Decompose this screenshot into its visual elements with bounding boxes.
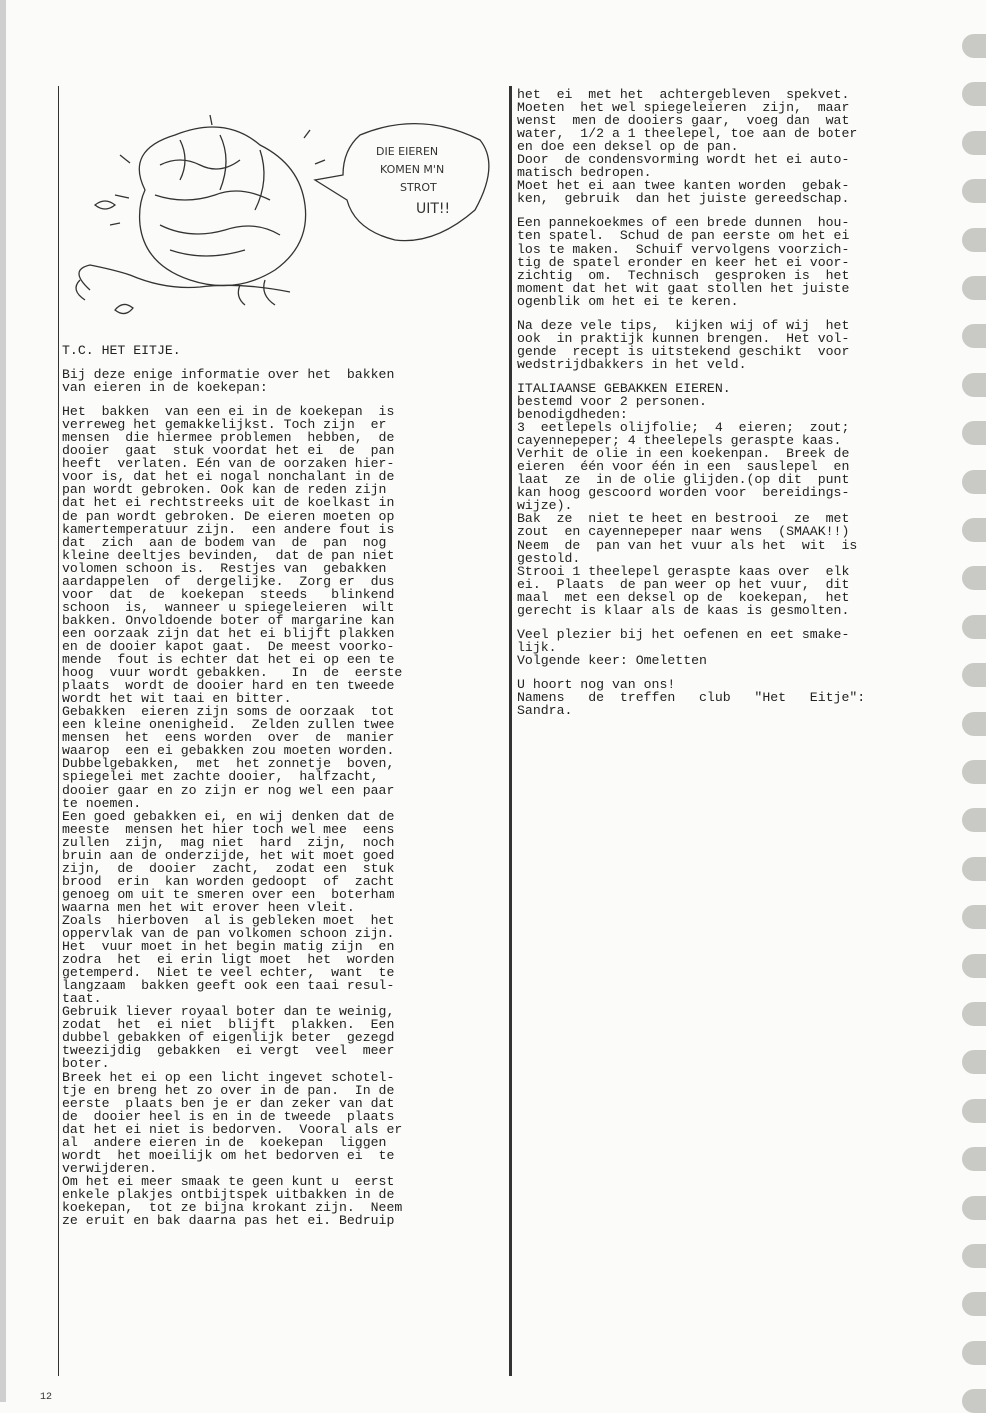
left-column-line: een kleine onenigheid. Zelden zullen twee bbox=[62, 717, 395, 733]
right-column-line: wedstrijdbakkers in het veld. bbox=[517, 356, 747, 372]
left-column-line: volomen schoon is. Restjes van gebakken bbox=[62, 560, 387, 576]
right-column-line: ten spatel. Schud de pan eerste om het ei bbox=[517, 228, 850, 244]
binder-hole bbox=[962, 1002, 986, 1026]
binder-holes bbox=[960, 0, 986, 1402]
left-column-line: Om het ei meer smaak te geen kunt u eerst bbox=[62, 1173, 395, 1189]
speech-line-4: UIT!! bbox=[416, 201, 451, 217]
left-column-line: wordt het moeilijk om het bedorven ei te bbox=[62, 1147, 395, 1163]
binder-hole bbox=[962, 421, 986, 445]
column-divider bbox=[510, 86, 512, 1376]
left-column-line: enkele plakjes ontbijtspek uitbakken in de bbox=[62, 1186, 395, 1202]
right-column-line: Moeten het wel spiegeleieren zijn, maar bbox=[517, 100, 850, 116]
left-column-line: dooier gaar en zo zijn er nog wel een paar bbox=[62, 782, 395, 798]
speech-line-2: KOMEN M'N bbox=[380, 163, 445, 176]
left-column-line: eerste plaats ben je er dan zeker van dat bbox=[62, 1095, 395, 1111]
left-column-line: T.C. HET EITJE. bbox=[62, 343, 181, 358]
left-column-line: schoon is, wanneer u spiegeleieren wilt bbox=[62, 599, 395, 615]
left-column-line: te noemen. bbox=[62, 795, 142, 811]
left-column-text bbox=[62, 344, 502, 1227]
left-column-line: zodat het ei niet blijft plakken. Een bbox=[62, 1017, 395, 1033]
left-column-line: heeft verlaten. Eén van de oorzaken hier- bbox=[62, 456, 395, 472]
binder-hole bbox=[962, 131, 986, 155]
left-column-line: boter. bbox=[62, 1056, 110, 1072]
left-column-line: van eieren in de koekepan: bbox=[62, 380, 268, 396]
left-column-line: dat het ei rechtstreeks uit de koelkast in bbox=[62, 495, 395, 511]
left-column-line: Zoals hierboven al is gebleken moet het bbox=[62, 912, 395, 928]
left-column-line: zodra het ei erin ligt moet het worden bbox=[62, 952, 395, 968]
left-column-line: bakken. Onvoldoende boter of margarine kan bbox=[62, 612, 395, 628]
left-column-line: zijn, de dooier zacht, zodat een stuk bbox=[62, 860, 395, 876]
left-column-line: waarna men het wit erover heen vleit. bbox=[62, 899, 355, 915]
right-column-line: Bak ze niet te heet en bestrooi ze met bbox=[517, 511, 850, 527]
right-column-line: tig de spatel eronder en keer het ei voor- bbox=[517, 254, 850, 270]
left-column-line: genoeg om uit te smeren over een boterham bbox=[62, 886, 395, 902]
right-column-line: gestold. bbox=[517, 550, 581, 566]
left-column-line: verwijderen. bbox=[62, 1160, 157, 1176]
binder-hole bbox=[962, 1196, 986, 1220]
left-column-line: een oorzaak zijn dat het ei blijft plakken bbox=[62, 625, 395, 641]
binder-hole bbox=[962, 1244, 986, 1268]
binder-hole bbox=[962, 518, 986, 542]
right-column-line: water, 1/2 a 1 theelepel, toe aan de boter bbox=[517, 126, 858, 142]
left-column-line: oppervlak van de pan volkomen schoon zijn. bbox=[62, 926, 395, 942]
left-column-line: en de dooier kapot gaat. De meest voorko- bbox=[62, 638, 395, 654]
left-column-line: dat het ei niet is bedorven. Vooral als er bbox=[62, 1121, 403, 1137]
binder-hole bbox=[962, 470, 986, 494]
right-column-line: wijze). bbox=[517, 498, 573, 514]
binder-hole bbox=[962, 905, 986, 929]
right-column-line: Namens de treffen club "Het Eitje": bbox=[517, 689, 866, 705]
left-column-line: plaats wordt de dooier hard en ten tweede bbox=[62, 678, 395, 694]
left-column-line: pan wordt gebroken. Ook kan de reden zijn bbox=[62, 482, 387, 498]
binder-hole bbox=[962, 566, 986, 590]
left-column-line: mensen het eens worden over de manier bbox=[62, 730, 395, 746]
left-column-line: dooier gaat stuk voordat het ei de pan bbox=[62, 443, 395, 459]
left-column-line: aardappelen of dergelijke. Zorg er dus bbox=[62, 573, 395, 589]
right-column-line: ook in praktijk kunnen brengen. Het vol- bbox=[517, 330, 850, 346]
right-column-line: Een pannekoekmes of een brede dunnen hou- bbox=[517, 215, 850, 231]
right-column-line: benodigdheden: bbox=[517, 407, 628, 423]
left-column-line: Het bakken van een ei in de koekepan is bbox=[62, 404, 395, 420]
right-column-line: ogenblik om het ei te keren. bbox=[517, 293, 739, 309]
illustration bbox=[60, 95, 500, 325]
left-column-line: Dubbelgebakken, met het zonnetje boven, bbox=[62, 756, 395, 772]
left-column-line: mensen die hiermee problemen hebben, de bbox=[62, 430, 395, 446]
binder-hole bbox=[962, 1292, 986, 1316]
binder-hole bbox=[962, 808, 986, 832]
binder-hole bbox=[962, 34, 986, 58]
left-column-line: verreweg het gemakkelijkst. Toch zijn er bbox=[62, 417, 387, 433]
binder-hole bbox=[962, 276, 986, 300]
binder-hole bbox=[962, 228, 986, 252]
right-column-line: U hoort nog van ons! bbox=[517, 676, 676, 692]
left-column-line: de pan wordt gebroken. De eieren moeten op bbox=[62, 508, 395, 524]
binder-hole bbox=[962, 1050, 986, 1074]
left-column-line: Een goed gebakken ei, en wij denken dat de bbox=[62, 808, 395, 824]
left-column-line: langzaam bakken geeft ook een taai resul- bbox=[62, 978, 395, 994]
right-column-line: lijk. bbox=[517, 639, 557, 655]
left-column-line: Bij deze enige informatie over het bakken bbox=[62, 367, 395, 383]
right-column-line: Veel plezier bij het oefenen en eet smake- bbox=[517, 626, 850, 642]
page-number: 12 bbox=[40, 1392, 53, 1403]
left-column-line: wordt het wit taai en bitter. bbox=[62, 691, 292, 707]
right-column-line: Sandra. bbox=[517, 703, 573, 719]
left-column-line: mende fout is echter dat het ei op een te bbox=[62, 652, 395, 668]
binder-hole bbox=[962, 82, 986, 106]
left-column-line: de dooier heel is en in de tweede plaats bbox=[62, 1108, 395, 1124]
left-column-line: al andere eieren in de koekepan liggen bbox=[62, 1134, 387, 1150]
left-column-line: hoog vuur wordt gebakken. In de eerste bbox=[62, 665, 403, 681]
right-column-line: maal met een deksel op de koekepan, het bbox=[517, 589, 850, 605]
right-column-line: Na deze vele tips, kijken wij of wij het bbox=[517, 317, 850, 333]
left-column-line: getemperd. Niet te veel echter, want te bbox=[62, 965, 395, 981]
left-column-line: ze eruit en bak daarna pas het ei. Bedruip bbox=[62, 1213, 395, 1229]
left-column-line: waarop een ei gebakken zou moeten worden. bbox=[62, 743, 395, 759]
right-column-line: Verhit de olie in een koekenpan. Breek de bbox=[517, 446, 850, 462]
right-column-line: Neem de pan van het vuur als het wit is bbox=[517, 537, 858, 553]
binder-hole bbox=[962, 1341, 986, 1365]
left-column-line: bruin aan de onderzijde, het wit moet goed bbox=[62, 847, 395, 863]
binder-hole bbox=[962, 954, 986, 978]
left-column-line: voor is, dat het ei nogal nonchalant in de bbox=[62, 469, 395, 485]
speech-line-3: STROT bbox=[400, 181, 437, 194]
left-column-line: Het vuur moet in het begin matig zijn en bbox=[62, 939, 395, 955]
right-column-line: zout en cayennepeper naar wens (SMAAK!!) bbox=[517, 524, 850, 540]
binder-hole bbox=[962, 712, 986, 736]
left-column-line: spiegelei met zachte dooier, halfzacht, bbox=[62, 769, 379, 785]
left-column-line: Gebakken eieren zijn soms de oorzaak tot bbox=[62, 704, 395, 720]
binder-hole bbox=[962, 1389, 986, 1413]
right-column-line: ei. Plaats de pan weer op het vuur, dit bbox=[517, 576, 850, 592]
left-column-line: tje en breng het zo over in de pan. In de bbox=[62, 1082, 395, 1098]
right-column-line: Door de condensvorming wordt het ei auto- bbox=[517, 152, 850, 168]
left-column-line: zullen zijn, mag niet hard zijn, noch bbox=[62, 834, 395, 850]
right-column-line: ken, gebruik dan het juiste gereedschap. bbox=[517, 191, 850, 207]
left-column-line: voor dat de koekepan steeds blinkend bbox=[62, 586, 395, 602]
binder-hole bbox=[962, 615, 986, 639]
binder-hole bbox=[962, 760, 986, 784]
right-column-line: eieren één voor één in een sauslepel en bbox=[517, 459, 850, 475]
page-edge bbox=[0, 0, 6, 1402]
right-column-line: matisch bedropen. bbox=[517, 165, 652, 181]
right-column-line: Strooi 1 theelepel geraspte kaas over elk bbox=[517, 563, 850, 579]
right-column-line: Volgende keer: Omeletten bbox=[517, 652, 707, 668]
right-column-line: wenst men de dooiers gaar, voeg dan wat bbox=[517, 113, 850, 129]
right-column-line: laat ze in de olie glijden.(op dit punt bbox=[517, 472, 850, 488]
speech-line-1: DIE EIEREN bbox=[376, 145, 439, 158]
left-column-line: dat zich aan de bodem van de pan nog bbox=[62, 534, 387, 550]
right-column-line: het ei met het achtergebleven spekvet. bbox=[517, 87, 850, 102]
right-column-line: bestemd voor 2 personen. bbox=[517, 393, 707, 409]
left-column-line: kleine deeltjes bevinden, dat de pan niet bbox=[62, 547, 395, 563]
right-column-line: ITALIAANSE GEBAKKEN EIEREN. bbox=[517, 380, 731, 396]
right-column-line: zichtig om. Technisch gesproken is het bbox=[517, 267, 850, 283]
left-column-line: kamertemperatuur zijn. een andere fout is bbox=[62, 521, 395, 537]
binder-hole bbox=[962, 179, 986, 203]
left-column-line: taat. bbox=[62, 991, 102, 1007]
right-column-line: en doe een deksel op de pan. bbox=[517, 139, 739, 155]
left-column-line: Breek het ei op een licht ingevet schotel- bbox=[62, 1069, 395, 1085]
right-column-line: cayennepeper; 4 theelepels geraspte kaas. bbox=[517, 433, 842, 449]
binder-hole bbox=[962, 857, 986, 881]
left-column-line: koekepan, tot ze bijna krokant zijn. Neem bbox=[62, 1200, 403, 1215]
right-column-line: moment dat het wit gaat stollen het juiste bbox=[517, 280, 850, 296]
right-column-line: gerecht is klaar als de kaas is gesmolten. bbox=[517, 602, 850, 618]
right-column-line: los te maken. Schuif vervolgens voorzich- bbox=[517, 241, 850, 257]
binder-hole bbox=[962, 373, 986, 397]
right-column-line: Moet het ei aan twee kanten worden gebak- bbox=[517, 178, 850, 194]
right-column-line: gende recept is uitstekend geschikt voor bbox=[517, 343, 850, 359]
left-column-line: brood erin kan worden gedoopt of zacht bbox=[62, 873, 395, 889]
left-column-line: meeste mensen het hier toch wel mee eens bbox=[62, 821, 395, 837]
right-column-text bbox=[517, 88, 947, 717]
right-column-line: kan hoog gescoord worden voor bereidings- bbox=[517, 485, 850, 501]
binder-hole bbox=[962, 324, 986, 348]
binder-hole bbox=[962, 663, 986, 687]
left-column-line: tweezijdig gebakken ei vergt veel meer bbox=[62, 1043, 395, 1059]
right-column-line: 3 eetlepels olijfolie; 4 eieren; zout; bbox=[517, 420, 850, 436]
binder-hole bbox=[962, 1099, 986, 1123]
binder-hole bbox=[962, 1147, 986, 1171]
left-column-line: Gebruik liever royaal boter dan te weinig, bbox=[62, 1004, 395, 1020]
left-column-line: dubbel gebakken of eigenlijk beter gezegd bbox=[62, 1030, 395, 1046]
